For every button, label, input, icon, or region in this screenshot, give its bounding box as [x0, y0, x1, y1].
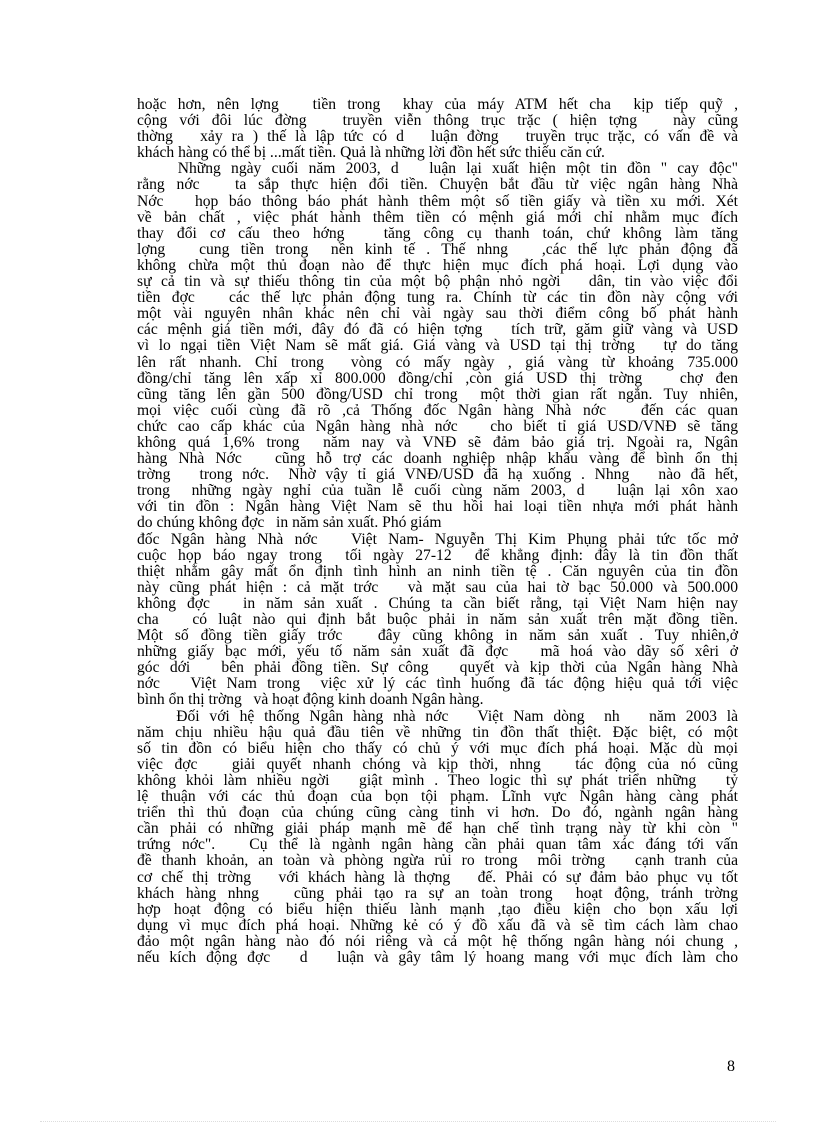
text-line: không quá 1,6% trong năm nay và VNĐ sẽ đảm bảo giá trị. Ngoài ra, Ngân [137, 433, 738, 451]
text-line: đồng/chỉ tăng lên xấp xỉ 800.000 đồng/chỉ ,còn giá USD thị trờng chợ đen [137, 369, 738, 387]
text-line: với tin đồn : Ngân hàng Việt Nam sẽ thu hồi hai loại tiền nhựa mới phát hành [137, 498, 738, 516]
text-line: trong những ngày nghỉ của tuần lễ cuối cùng năm 2003, d luận lại xôn xao [137, 482, 738, 500]
text-line: lệ thuận với các thủ đoạn của bọn tội phạm. Lĩnh vực Ngân hàng càng phát [137, 788, 738, 806]
text-line: năm chịu nhiều hậu quả đầu tiên về những tin đồn thất thiệt. Đặc biệt, có một [137, 723, 738, 741]
text-line: Một số đồng tiền giấy trớc đây cũng không in năm sản xuất . Tuy nhiên,ở [137, 627, 738, 645]
text-line: về bản chất , việc phát hành thêm tiền có mệnh giá mới chỉ nhằm mục đích [137, 208, 738, 226]
text-line: số tin đồn có biểu hiện cho thấy có chủ ý với mục đích phá hoại. Mặc dù mọi [137, 739, 738, 757]
text-line: cần phải có những giải pháp mạnh mẽ để hạn chế tình trạng này từ khi còn " [137, 820, 738, 838]
text-line: nớc Việt Nam trong việc xử lý các tình huống đã tác động hiệu quả tới việc [137, 675, 738, 693]
text-line: Đối với hệ thống Ngân hàng nhà nớc Việt Nam dòng nh năm 2003 là [137, 707, 738, 725]
text-line: bình ổn thị trờng và hoạt động kinh doanh Ngân hàng. [137, 691, 484, 709]
text-line: vì lo ngại tiền Việt Nam sẽ mất giá. Giá vàng và USD tại thị trờng tự do tăng [137, 337, 738, 355]
text-line: hoặc hơn, nên lợng tiền trong khay của máy ATM hết cha kịp tiếp quỹ , [137, 96, 738, 113]
text-line: trứng nớc". Cụ thể là ngành ngân hàng cần phải quan tâm xác đáng tới vấn [137, 836, 738, 854]
text-line: do chúng không đợc in năm sản xuất. Phó giám [137, 514, 442, 532]
text-line: không đợc in năm sản xuất . Chúng ta cần biết rằng, tại Việt Nam hiện nay [137, 594, 738, 612]
text-line: những giấy bạc mới, yếu tố năm sản xuất đã đợc mã hoá vào dãy số xêri ở [137, 643, 738, 661]
body-text [137, 97, 738, 966]
text-line: trờng trong nớc. Nhờ vậy tỉ giá VNĐ/USD đã hạ xuống . Nhng nào đã hết, [137, 466, 738, 484]
text-line: không khỏi làm nhiều ngời giật mình . Theo logic thì sự phát triển những tỷ [137, 771, 738, 789]
text-line: thờng xảy ra ) thế là lập tức có d luận đờng truyền trục trặc, có vấn đề và [137, 128, 738, 146]
text-line: rằng nớc ta sắp thực hiện đổi tiền. Chuyện bắt đầu từ việc ngân hàng Nhà [137, 176, 738, 194]
text-line: hợp hoạt động có biểu hiện thiếu lành mạnh ,tạo điều kiện cho bọn xấu lợi [137, 900, 738, 918]
page-bottom-divider [40, 1121, 776, 1122]
text-line: lợng cung tiền trong nền kinh tế . Thế nhng ,các thế lực phản động đã [137, 240, 738, 258]
text-line: này cũng phát hiện : cả mặt trớc và mặt sau của hai tờ bạc 50.000 và 500.000 [137, 578, 738, 596]
text-line: thay đổi cơ cấu theo hớng tăng công cụ thanh toán, chứ không làm tăng [137, 224, 738, 242]
text-line: tiền đợc các thế lực phản động tung ra. Chính từ các tin đồn này cộng với [137, 289, 738, 307]
text-line: đốc Ngân hàng Nhà nớc Việt Nam- Nguyễn Thị Kim Phụng phải tức tốc mở [137, 530, 738, 548]
text-line: việc đợc giải quyết nhanh chóng và kịp thời, nhng tác động của nó cũng [137, 755, 738, 773]
text-line: góc dới bên phải đồng tiền. Sự công quyết và kịp thời của Ngân hàng Nhà [137, 659, 738, 677]
text-line: hàng Nhà Nớc cũng hỗ trợ các doanh nghiệp nhập khẩu vàng để bình ổn thị [137, 450, 738, 468]
text-line: triển thì thủ đoạn của chúng cũng càng tinh vi hơn. Do đó, ngành ngân hàng [137, 804, 738, 822]
text-line: cuộc họp báo ngay trong tối ngày 27-12 để khẳng định: đây là tin đồn thất [137, 546, 738, 564]
text-line: chức cao cấp khác của Ngân hàng nhà nớc cho biết tỉ giá USD/VNĐ sẽ tăng [137, 417, 738, 435]
text-line: cộng với đôi lúc đờng truyền viễn thông trục trặc ( hiện tợng này cũng [137, 112, 738, 130]
page-number: 8 [727, 1058, 735, 1075]
text-line: Nớc họp báo thông báo phát hành thêm một số tiền giấy và tiền xu mới. Xét [137, 192, 738, 210]
text-line: sự cả tin và sự thiếu thông tin của một bộ phận nhỏ ngời dân, tin vào việc đổi [137, 273, 738, 291]
text-line: mọi việc cuối cùng đã rõ ,cả Thống đốc Ngân hàng Nhà nớc đến các quan [137, 401, 738, 419]
text-line: cơ chế thị trờng với khách hàng là thợng đế. Phải có sự đảm bảo phục vụ tốt [137, 868, 738, 886]
text-line: không chừa một thủ đoạn nào để thực hiện mục đích phá hoại. Lợi dụng vào [137, 256, 738, 274]
text-line: lên rất nhanh. Chỉ trong vòng có mấy ngày , giá vàng từ khoảng 735.000 [137, 353, 738, 371]
text-line: cha có luật nào qui định bắt buộc phải in năm sản xuất trên mặt đồng tiền. [137, 611, 738, 628]
text-line: cũng tăng lên gần 500 đồng/USD chỉ trong một thời gian rất ngắn. Tuy nhiên, [137, 385, 738, 403]
text-line: dụng vì mục đích phá hoại. Những kẻ có ý đồ xấu đã và sẽ tìm cách làm chao [137, 916, 738, 934]
text-line: các mệnh giá tiền mới, đây đó đã có hiện tợng tích trữ, găm giữ vàng và USD [137, 321, 738, 339]
text-line: Những ngày cuối năm 2003, d luận lại xuất hiện một tin đồn " cay độc" [137, 160, 738, 178]
text-line: khách hàng nhng cũng phải tạo ra sự an toàn trong hoạt động, tránh trờng [137, 884, 738, 902]
text-line: thiệt nhằm gây mất ổn định tình hình an ninh tiền tệ . Căn nguyên của tin đồn [137, 562, 738, 580]
text-line: đảo một ngân hàng nào đó nói riêng và cả một hệ thống ngân hàng nói chung , [137, 932, 738, 950]
text-line: một vài nguyên nhân khác nên chỉ vài ngày sau thời điểm công bố phát hành [137, 305, 738, 323]
text-line: nếu kích động đợc d luận và gây tâm lý hoang mang với mục đích làm cho [137, 948, 738, 966]
text-line: khách hàng có thể bị ...mất tiền. Quả là những lời đồn hết sức thiếu căn cứ. [137, 144, 605, 162]
text-line: đề thanh khoản, an toàn và phòng ngừa rủi ro trong môi trờng cạnh tranh của [137, 852, 738, 870]
